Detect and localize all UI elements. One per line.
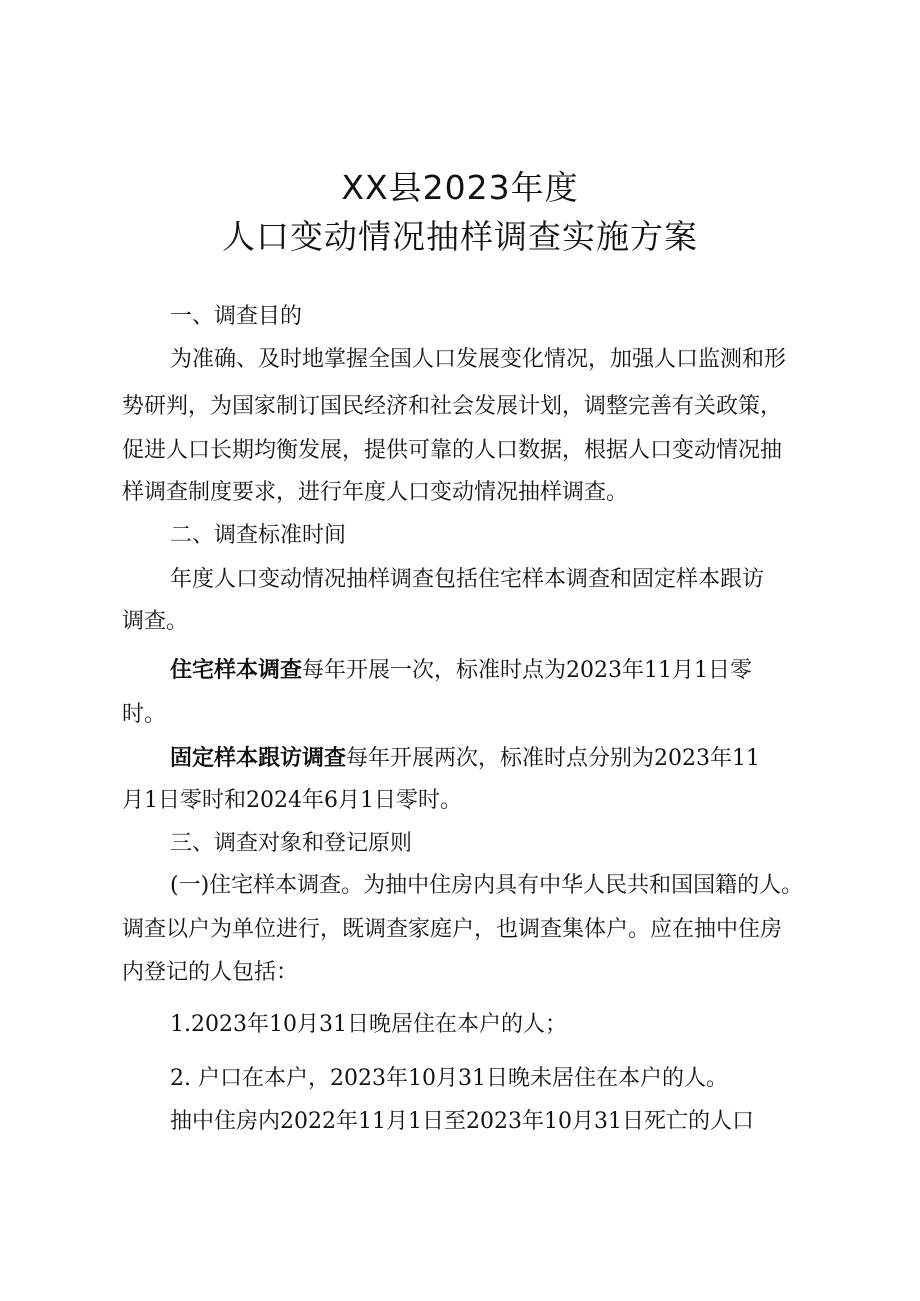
- section3-paragraph-line: 抽中住房内2022年11月1日至2023年10月31日死亡的人口: [170, 1109, 754, 1134]
- residential-sample-text: 每年开展一次，标准时点为2023年11月1日零: [302, 658, 752, 683]
- residential-sample-paragraph: [170, 655, 752, 686]
- document-title-line1: XX县2023年度: [341, 168, 579, 207]
- document-title-line2: 人口变动情况抽样调查实施方案: [222, 217, 698, 256]
- section3-paragraph-line: 调查以户为单位进行，既调查家庭户，也调查集体户。应在抽中住房: [122, 917, 783, 942]
- list-item-1: 1.2023年10月31日晚居住在本户的人；: [170, 1012, 567, 1037]
- section1-heading: 一、调查目的: [170, 304, 303, 329]
- residential-sample-term: 住宅样本调查: [170, 657, 303, 683]
- fixed-sample-term: 固定样本跟访调查: [170, 745, 347, 771]
- section1-paragraph-line: 促进人口长期均衡发展，提供可靠的人口数据，根据人口变动情况抽: [122, 438, 783, 463]
- section1-paragraph-line: 样调查制度要求，进行年度人口变动情况抽样调查。: [122, 480, 629, 505]
- section2-paragraph-line: 年度人口变动情况抽样调查包括住宅样本调查和固定样本跟访: [170, 567, 765, 592]
- section3-paragraph-line: 内登记的人包括：: [122, 960, 299, 985]
- fixed-sample-text: 每年开展两次，标准时点分别为2023年11: [346, 746, 760, 771]
- section1-paragraph-line: 势研判，为国家制订国民经济和社会发展计划，调整完善有关政策，: [122, 394, 783, 419]
- fixed-sample-paragraph: [170, 743, 760, 774]
- section3-paragraph-line: (一)住宅样本调查。为抽中住房内具有中华人民共和国国籍的人。: [170, 873, 804, 898]
- section3-heading: 三、调查对象和登记原则: [170, 831, 413, 856]
- section2-heading: 二、调查标准时间: [170, 523, 347, 548]
- section1-paragraph-line: 为准确、及时地掌握全国人口发展变化情况，加强人口监测和形: [170, 347, 787, 372]
- list-item-2: 2. 户口在本户，2023年10月31日晚未居住在本户的人。: [170, 1066, 728, 1091]
- residential-sample-line2: 时。: [122, 702, 167, 727]
- fixed-sample-line2: 月1日零时和2024年6月1日零时。: [122, 788, 462, 813]
- section2-paragraph-line: 调查。: [122, 609, 189, 634]
